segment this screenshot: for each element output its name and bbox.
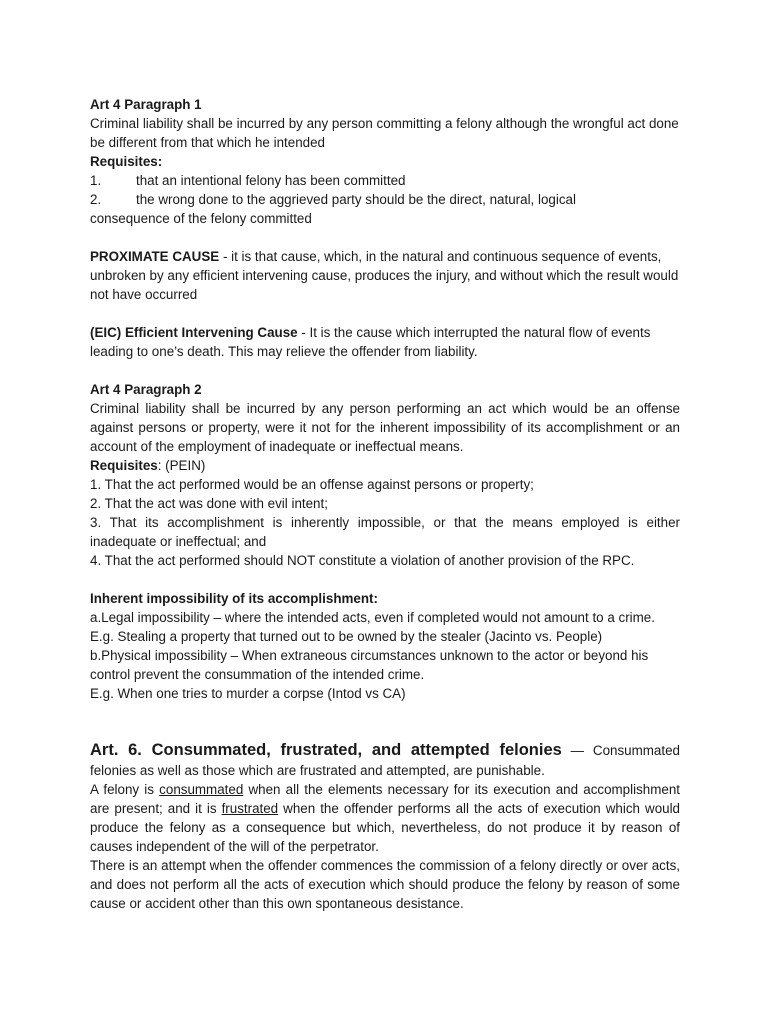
- eic-text: - It is the cause which interrupted the natural flow of events leading to one’s death. This may relieve the offender from liability.: [90, 325, 651, 359]
- art6-paragraph-1: [90, 739, 680, 780]
- art4p2-requisites-label: Requisites: [90, 458, 158, 473]
- inherent-line-1: a.Legal impossibility – where the intended acts, even if completed would not amount to a crime.: [90, 610, 655, 625]
- art4p1-item-2-continued: consequence of the felony committed: [90, 211, 312, 226]
- art6-dash-text: — Consummated felonies as well as those which are frustrated and attempted, are punishable.: [90, 743, 680, 778]
- proximate-cause-term: PROXIMATE CAUSE: [90, 249, 220, 264]
- art4p2-requisites: [90, 456, 680, 475]
- art4p1-item-1: [90, 171, 680, 190]
- art4p2-item-3: 3. That its accomplishment is inherently impossible, or that the means employed is either inadequate or ineffectual; and: [90, 515, 680, 549]
- art6-p2-text-b: when all the elements necessary for its execution and accomplishment are present; and it is: [90, 782, 680, 816]
- art6-p2-text-a: A felony is: [90, 782, 160, 797]
- item-number: 1.: [90, 173, 102, 188]
- art4p1-item-2: [90, 190, 680, 209]
- art6-heading: Art. 6. Consummated, frustrated, and attempted felonies: [90, 741, 562, 759]
- art4p2-text: Criminal liability shall be incurred by any person performing an act which would be an offense against persons or property, were it not for the inherent impossibility of its accomplishment or an account of the employment of inadequate or ineffectual means.: [90, 401, 680, 454]
- eic-paragraph: [90, 323, 680, 361]
- eic-term: (EIC) Efficient Intervening Cause: [90, 325, 298, 340]
- consummated-term: consummated: [159, 782, 244, 797]
- art6-p2-text-c: when the offender performs all the acts of execution which would produce the felony as a consequence but which, nevertheless, do not produce it by reason of causes independent of the will of the perpetrator.: [90, 801, 681, 854]
- art4p2-item-2: 2. That the act was done with evil intent;: [90, 496, 328, 511]
- inherent-impossibility-heading: Inherent impossibility of its accomplishment:: [90, 591, 378, 606]
- art6-paragraph-3: There is an attempt when the offender commences the commission of a felony directly or over acts, and does not perform all the acts of execution which should produce the felony by reason of some cause or accident other than this own spontaneous desistance.: [90, 858, 680, 911]
- inherent-line-2: E.g. Stealing a property that turned out to be owned by the stealer (Jacinto vs. People): [90, 629, 603, 644]
- proximate-cause-paragraph: [90, 247, 680, 304]
- art6-paragraph-2: [90, 780, 680, 856]
- art4p2-heading: Art 4 Paragraph 2: [90, 382, 202, 397]
- item-number: 2.: [90, 192, 102, 207]
- document-page: [90, 95, 680, 913]
- proximate-cause-text: - it is that cause, which, in the natural and continuous sequence of events, unbroken by any efficient intervening cause, produces the injury, and without which the result would not have occurred: [90, 249, 679, 302]
- art4p1-heading: Art 4 Paragraph 1: [90, 97, 202, 112]
- art4p2-item-1: 1. That the act performed would be an offense against persons or property;: [90, 477, 534, 492]
- item-text: the wrong done to the aggrieved party should be the direct, natural, logical: [136, 192, 576, 207]
- art4p1-requisites-label: Requisites:: [90, 154, 163, 169]
- frustrated-term: frustrated: [221, 801, 279, 816]
- inherent-line-4: E.g. When one tries to murder a corpse (Intod vs CA): [90, 686, 406, 701]
- inherent-line-3: b.Physical impossibility – When extraneous circumstances unknown to the actor or beyond his control prevent the consummation of the intended crime.: [90, 648, 649, 682]
- art4p2-requisites-suffix: : (PEIN): [157, 458, 206, 473]
- art4p2-item-4: 4. That the act performed should NOT constitute a violation of another provision of the RPC.: [90, 553, 635, 568]
- art4p1-text: Criminal liability shall be incurred by any person committing a felony although the wrongful act done be different from that which he intended: [90, 116, 679, 150]
- item-text: that an intentional felony has been committed: [136, 173, 406, 188]
